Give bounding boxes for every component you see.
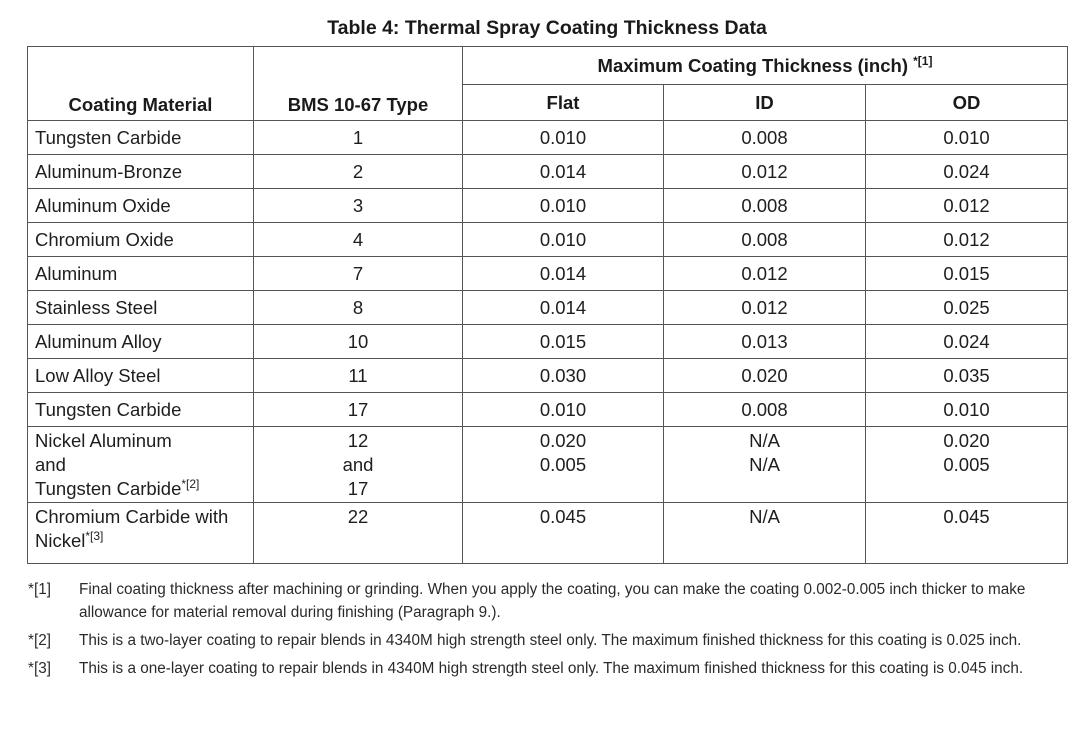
cell-type: 22	[254, 503, 463, 564]
footnotes	[27, 578, 1067, 685]
cell-material: Tungsten Carbide	[28, 121, 254, 155]
footnote	[27, 657, 1067, 680]
cell-material: Aluminum-Bronze	[28, 155, 254, 189]
cell-od: 0.025	[866, 291, 1068, 325]
table-title: Table 4: Thermal Spray Coating Thickness Data	[327, 17, 767, 39]
cell-flat: 0.014	[463, 257, 664, 291]
material-line: and	[35, 454, 66, 475]
cell-material: Chromium Oxide	[28, 223, 254, 257]
cell-flat	[463, 427, 664, 503]
material-line-with-ref	[35, 477, 247, 501]
table-row-last	[28, 503, 1068, 564]
header-flat: Flat	[463, 85, 664, 121]
cell-type: 1	[254, 121, 463, 155]
cell-material: Stainless Steel	[28, 291, 254, 325]
cell-flat: 0.010	[463, 121, 664, 155]
cell-id: 0.008	[664, 121, 866, 155]
header-id: ID	[664, 85, 866, 121]
footnote-ref-2: *[2]	[181, 477, 200, 491]
cell-type: 17	[254, 393, 463, 427]
cell-type: 2	[254, 155, 463, 189]
cell-flat: 0.045	[463, 503, 664, 564]
footnote-text: Final coating thickness after machining or grinding. When you apply the coating, you can make the coating 0.002-0.005 inch thicker to make allowance for material removal during finishing (Paragraph 9.).	[79, 581, 1026, 621]
cell-flat: 0.014	[463, 155, 664, 189]
cell-type: 10	[254, 325, 463, 359]
od-line: 0.005	[943, 454, 990, 475]
cell-flat: 0.010	[463, 189, 664, 223]
cell-type: 4	[254, 223, 463, 257]
cell-id: 0.008	[664, 189, 866, 223]
id-line: N/A	[749, 430, 780, 451]
footnote	[27, 578, 1067, 624]
cell-id: 0.012	[664, 155, 866, 189]
cell-flat: 0.010	[463, 393, 664, 427]
header-row-top	[28, 47, 1068, 85]
table-row	[28, 393, 1068, 427]
footnote-marker: *[1]	[28, 581, 51, 598]
footnote-text: This is a two-layer coating to repair blends in 4340M high strength steel only. The maximum finished thickness for this coating is 0.025 inch.	[79, 632, 1022, 649]
header-max-thickness-label: Maximum Coating Thickness (inch)	[597, 54, 908, 76]
footnote	[27, 629, 1067, 652]
cell-od: 0.010	[866, 121, 1068, 155]
cell-flat: 0.015	[463, 325, 664, 359]
table-row	[28, 257, 1068, 291]
cell-id: 0.020	[664, 359, 866, 393]
header-coating-material: Coating Material	[28, 47, 254, 121]
cell-id: 0.012	[664, 291, 866, 325]
cell-od	[866, 427, 1068, 503]
cell-type: 7	[254, 257, 463, 291]
footnote-marker: *[2]	[28, 632, 51, 649]
cell-material: Tungsten Carbide	[28, 393, 254, 427]
cell-material: Aluminum	[28, 257, 254, 291]
cell-od: 0.024	[866, 325, 1068, 359]
footnote-ref-3: *[3]	[85, 529, 104, 543]
material-line-with-ref	[35, 529, 247, 553]
type-line: and	[342, 454, 374, 475]
material-line: Chromium Carbide with	[35, 506, 229, 527]
od-line: 0.020	[943, 430, 990, 451]
cell-material	[28, 427, 254, 503]
cell-od: 0.035	[866, 359, 1068, 393]
cell-od: 0.012	[866, 189, 1068, 223]
cell-id: 0.008	[664, 393, 866, 427]
cell-material: Low Alloy Steel	[28, 359, 254, 393]
material-line: Nickel	[35, 530, 86, 551]
type-line: 17	[347, 478, 369, 499]
table-row	[28, 291, 1068, 325]
cell-od: 0.015	[866, 257, 1068, 291]
cell-type: 8	[254, 291, 463, 325]
id-line: N/A	[749, 454, 780, 475]
material-line: Nickel Aluminum	[35, 430, 172, 451]
cell-flat: 0.010	[463, 223, 664, 257]
footnote-ref-1: *[1]	[913, 53, 933, 68]
table-row	[28, 121, 1068, 155]
cell-material: Aluminum Alloy	[28, 325, 254, 359]
cell-id: 0.008	[664, 223, 866, 257]
table-row	[28, 359, 1068, 393]
cell-flat: 0.014	[463, 291, 664, 325]
table-row	[28, 325, 1068, 359]
cell-type	[254, 427, 463, 503]
table-row	[28, 189, 1068, 223]
type-line: 12	[347, 430, 369, 451]
flat-line: 0.005	[539, 454, 587, 475]
table-row	[28, 223, 1068, 257]
cell-od: 0.045	[866, 503, 1068, 564]
cell-od: 0.024	[866, 155, 1068, 189]
header-max-thickness	[463, 47, 1068, 85]
cell-type: 11	[254, 359, 463, 393]
cell-material: Aluminum Oxide	[28, 189, 254, 223]
cell-flat: 0.030	[463, 359, 664, 393]
cell-id: 0.013	[664, 325, 866, 359]
cell-od: 0.010	[866, 393, 1068, 427]
flat-line: 0.020	[539, 430, 587, 451]
material-line: Tungsten Carbide	[35, 478, 182, 499]
thickness-table	[27, 46, 1068, 564]
cell-od: 0.012	[866, 223, 1068, 257]
cell-id	[664, 427, 866, 503]
cell-id: N/A	[664, 503, 866, 564]
table-row-combo	[28, 427, 1068, 503]
header-od: OD	[866, 85, 1068, 121]
table-row	[28, 155, 1068, 189]
cell-type: 3	[254, 189, 463, 223]
footnote-marker: *[3]	[28, 660, 51, 677]
cell-id: 0.012	[664, 257, 866, 291]
cell-material	[28, 503, 254, 564]
footnote-text: This is a one-layer coating to repair blends in 4340M high strength steel only. The maximum finished thickness for this coating is 0.045 inch.	[79, 660, 1024, 677]
header-bms-type: BMS 10-67 Type	[254, 47, 463, 121]
